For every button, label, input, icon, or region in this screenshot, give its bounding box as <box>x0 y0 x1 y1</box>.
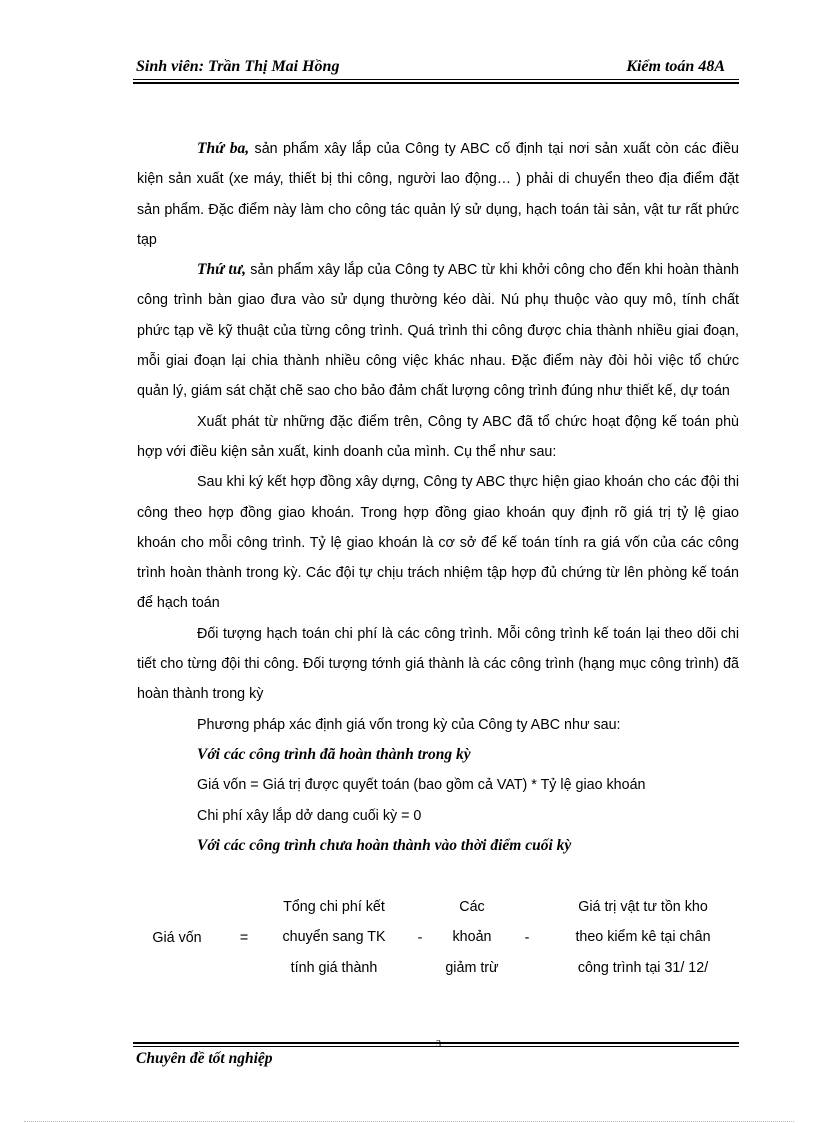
cost-formula-table <box>137 892 739 992</box>
formula-term-total-cost <box>259 892 409 983</box>
paragraph-text: sản phẩm xây lắp của Công ty ABC từ khi khởi công cho đến khi hoàn thành công trình bàn giao đưa vào sử dụng thường kéo dài. Nú phụ thuộc vào quy mô, tính chất phức tạp về kỹ thuật của từng công trình. Quá trình thi công được chia thành nhiều giai đoạn, mỗi giai đoạn lại chia thành nhiều công việc khác nhau. Đặc điểm này đòi hỏi việc tổ chức quản lý, giám sát chặt chẽ sao cho bảo đảm chất lượng công trình đúng như thiết kế, dự toán <box>137 262 739 400</box>
formula-equals: = <box>239 930 249 946</box>
formula-term-line: Giá trị vật tư tồn kho <box>578 899 708 915</box>
formula-lhs: Giá vốn <box>152 930 202 946</box>
paragraph-doi-tuong: Đối tượng hạch toán chi phí là các công trình. Mỗi công trình kế toán lại theo dõi chi tiết cho từng đội thi công. Đối tượng tớnh giá thành là các công trình (hạng mục công trình) đã hoàn thành trong kỳ <box>137 625 739 703</box>
formula-term-line: Tổng chi phí kết <box>283 899 385 915</box>
formula-minus-1: - <box>417 930 423 946</box>
paragraph-phuong-phap: Phương pháp xác định giá vốn trong kỳ của Công ty ABC như sau: <box>197 716 621 733</box>
header-student-name: Sinh viên: Trần Thị Mai Hồng <box>136 58 340 75</box>
header-rule-thick <box>133 82 739 84</box>
page-number: 3 <box>436 1039 441 1050</box>
heading-incomplete-works: Với các công trình chưa hoàn thành vào thời điểm cuối kỳ <box>197 836 572 854</box>
formula-term-line: tính giá thành <box>290 959 378 976</box>
paragraph-giao-khoan: Sau khi ký kết hợp đồng xây dựng, Công ty ABC thực hiện giao khoán cho các đội thi công theo hợp đồng giao khoán. Trong hợp đồng giao khoán quy định rõ giá trị tỷ lệ giao khoán cho mỗi công trình. Tỷ lệ giao khoán là cơ sở để kế toán tính ra giá vốn của các công trình hoàn thành trong kỳ. Các đội tự chịu trách nhiệm tập hợp đủ chứng từ lên phòng kế toán để hạch toán <box>137 474 739 612</box>
page-body <box>137 134 739 861</box>
formula-term-line: chuyển sang TK <box>282 929 386 946</box>
paragraph-thu-ba <box>137 134 739 255</box>
formula-term-line: khoản <box>452 929 492 946</box>
formula-term-line: Các <box>459 899 485 915</box>
paragraph-label: Thứ tư, <box>197 261 247 279</box>
formula-wip-zero: Chi phí xây lắp dở dang cuối kỳ = 0 <box>197 807 422 824</box>
paragraph-thu-tu <box>137 255 739 406</box>
header-class-name: Kiểm toán 48A <box>626 58 725 75</box>
formula-term-inventory <box>547 892 739 983</box>
paragraph-text: sản phẩm xây lắp của Công ty ABC cố định tại nơi sản xuất còn các điều kiện sản xuất (xe máy, thiết bị thi công, người lao động… ) phải di chuyển theo địa điểm đặt sản phẩm. Đặc điểm này làm cho công tác quản lý sử dụng, hạch toán tài sản, vật tư rất phức tạp <box>137 141 740 248</box>
footer-label: Chuyên đề tốt nghiệp <box>136 1050 273 1067</box>
heading-completed-works: Với các công trình đã hoàn thành trong kỳ <box>197 745 471 763</box>
page-header <box>133 58 739 80</box>
page-edge-dotted-line <box>24 1121 794 1122</box>
page-footer <box>133 1039 739 1070</box>
formula-minus-2: - <box>524 930 530 946</box>
formula-term-deductions <box>427 892 517 983</box>
formula-term-line: theo kiểm kê tại chân <box>575 929 711 946</box>
paragraph-xuat-phat: Xuất phát từ những đặc điểm trên, Công ty ABC đã tổ chức hoạt động kế toán phù hợp với điều kiện sản xuất, kinh doanh của mình. Cụ thể như sau: <box>137 413 739 460</box>
paragraph-label: Thứ ba, <box>197 140 250 157</box>
formula-cost-completed: Giá vốn = Giá trị được quyết toán (bao gồm cả VAT) * Tỷ lệ giao khoán <box>197 777 646 794</box>
header-rule-thin <box>133 79 739 80</box>
formula-term-line: giảm trừ <box>445 959 499 976</box>
formula-term-line: công trình tại 31/ 12/ <box>577 959 709 976</box>
